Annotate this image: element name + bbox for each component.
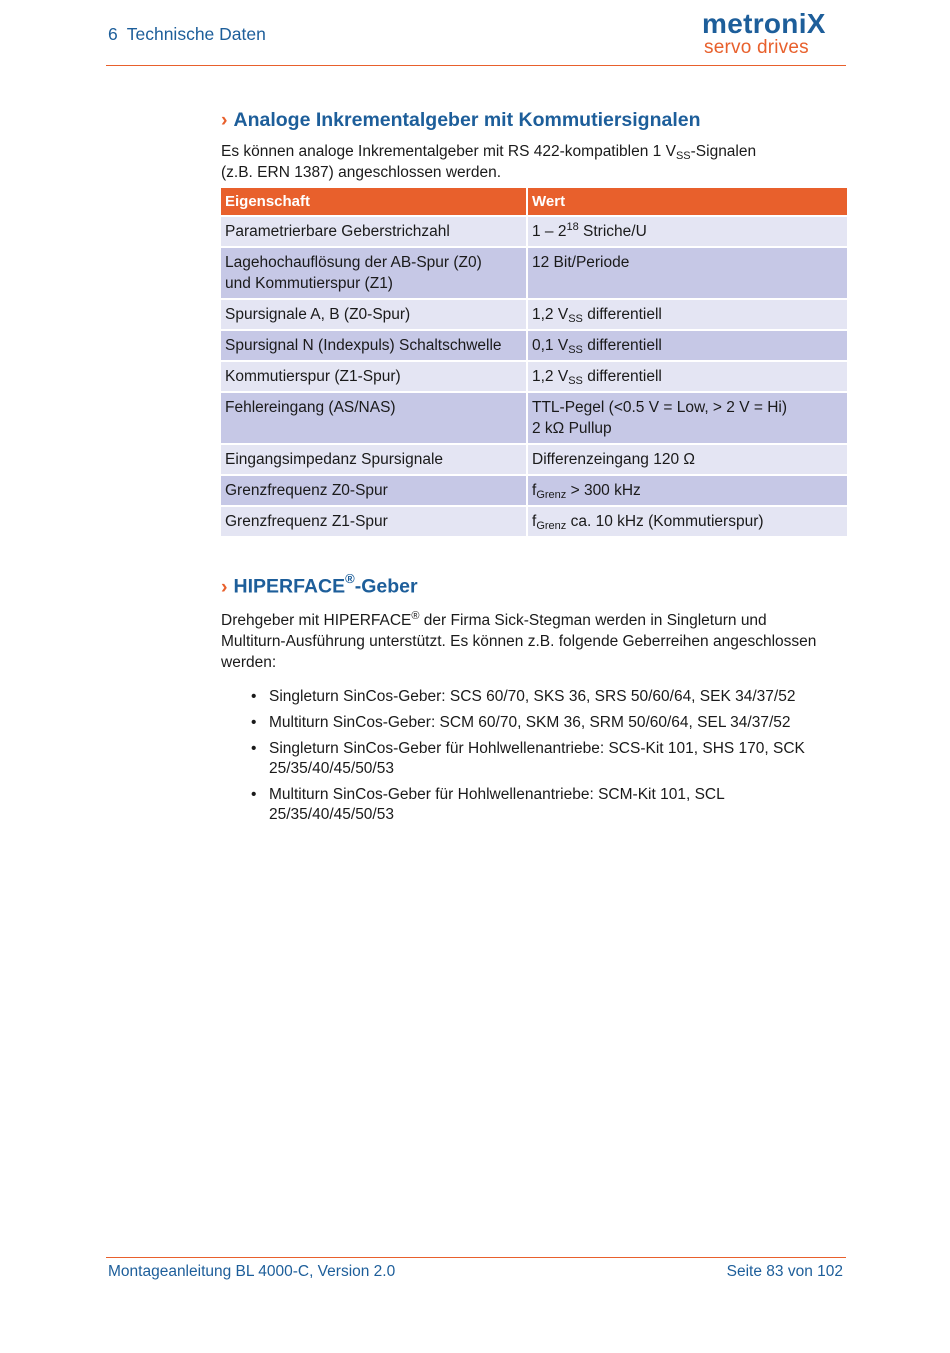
table-row: Parametrierbare Geberstrichzahl $1 - 2^{18}$ Striche/U [221, 215, 847, 246]
bullet-icon: • [251, 785, 257, 803]
list-item: • Singleturn SinCos-Geber: SCS 60/70, SKS 36, SRS 50/60/64, SEK 34/37/52 [251, 687, 796, 705]
section-intro-analog: Es können analoge Inkrementalgeber mit RS 422-kompatiblen 1 $V_{SS}$-Signalen (z.B. ERN 1387) angeschlossen werden. [221, 143, 757, 181]
bullet-icon: • [251, 739, 257, 757]
table-row: Spursignale A, B (Z0-Spur) 1,2 $V_{SS}$ differentiell [221, 298, 847, 329]
chapter-header [108, 24, 266, 45]
bullet-icon: • [251, 687, 257, 705]
list-item: • Singleturn SinCos-Geber für Hohlwellenantriebe: SCS-Kit 101, SHS 170, SCK 25/35/40/45/50/53 [251, 739, 805, 777]
encoder-series-list [221, 687, 847, 825]
footer-document-title: Montageanleitung BL 4000-C, Version 2.0 [108, 1263, 396, 1280]
chevron-right-icon: › [221, 575, 228, 598]
table-row: Grenzfrequenz Z1-Spur $f_{Grenz}$ ca. 10 kHz (Kommutierspur) [221, 505, 847, 536]
header-rule [106, 65, 846, 66]
chapter-title: Technische Daten [126, 24, 266, 44]
column-header-property: Eigenschaft [221, 188, 528, 215]
table-header-row [221, 188, 847, 215]
page-content [221, 105, 847, 831]
table-row: Fehlereingang (AS/NAS) TTL-Pegel (<0.5 V = Low, > 2 V = Hi) 2 kΩ Pullup [221, 391, 847, 443]
list-item: • Multiturn SinCos-Geber für Hohlwellenantriebe: SCM-Kit 101, SCL 25/35/40/45/50/53 [251, 785, 725, 823]
logo-tagline: servo drives [704, 37, 809, 58]
section-intro-hiperface: Drehgeber mit HIPERFACE® der Firma Sick-Stegman werden in Singleturn und Multiturn-Ausführung unterstützt. Es können z.B. folgende Geberreihen angeschlossen werden: [221, 609, 817, 671]
footer-rule [106, 1257, 846, 1258]
footer-page-number: Seite 83 von 102 [726, 1263, 843, 1280]
specs-table [221, 188, 847, 536]
chevron-right-icon: › [221, 109, 228, 131]
bullet-icon: • [251, 713, 257, 731]
column-header-value: Wert [528, 188, 847, 215]
section-heading-hiperface: › HIPERFACE®-Geber [221, 571, 418, 598]
chapter-number: 6 [108, 24, 118, 44]
table-row: Eingangsimpedanz Spursignale Differenzeingang 120 Ω [221, 443, 847, 474]
table-row: Spursignal N (Indexpuls) Schaltschwelle 0,1 $V_{SS}$ differentiell [221, 329, 847, 360]
table-row: Grenzfrequenz Z0-Spur $f_{Grenz} > 300$ kHz [221, 474, 847, 505]
table-row: Lagehochauflösung der AB-Spur (Z0) und Kommutierspur (Z1) 12 Bit/Periode [221, 246, 847, 298]
logo-wordmark: metroniX [702, 8, 826, 39]
company-logo [702, 6, 847, 58]
table-row: Kommutierspur (Z1-Spur) 1,2 $V_{SS}$ differentiell [221, 360, 847, 391]
section-heading-analog: › Analoge Inkrementalgeber mit Kommutiersignalen [221, 109, 701, 131]
list-item: • Multiturn SinCos-Geber: SCM 60/70, SKM 36, SRM 50/60/64, SEL 34/37/52 [251, 713, 791, 731]
